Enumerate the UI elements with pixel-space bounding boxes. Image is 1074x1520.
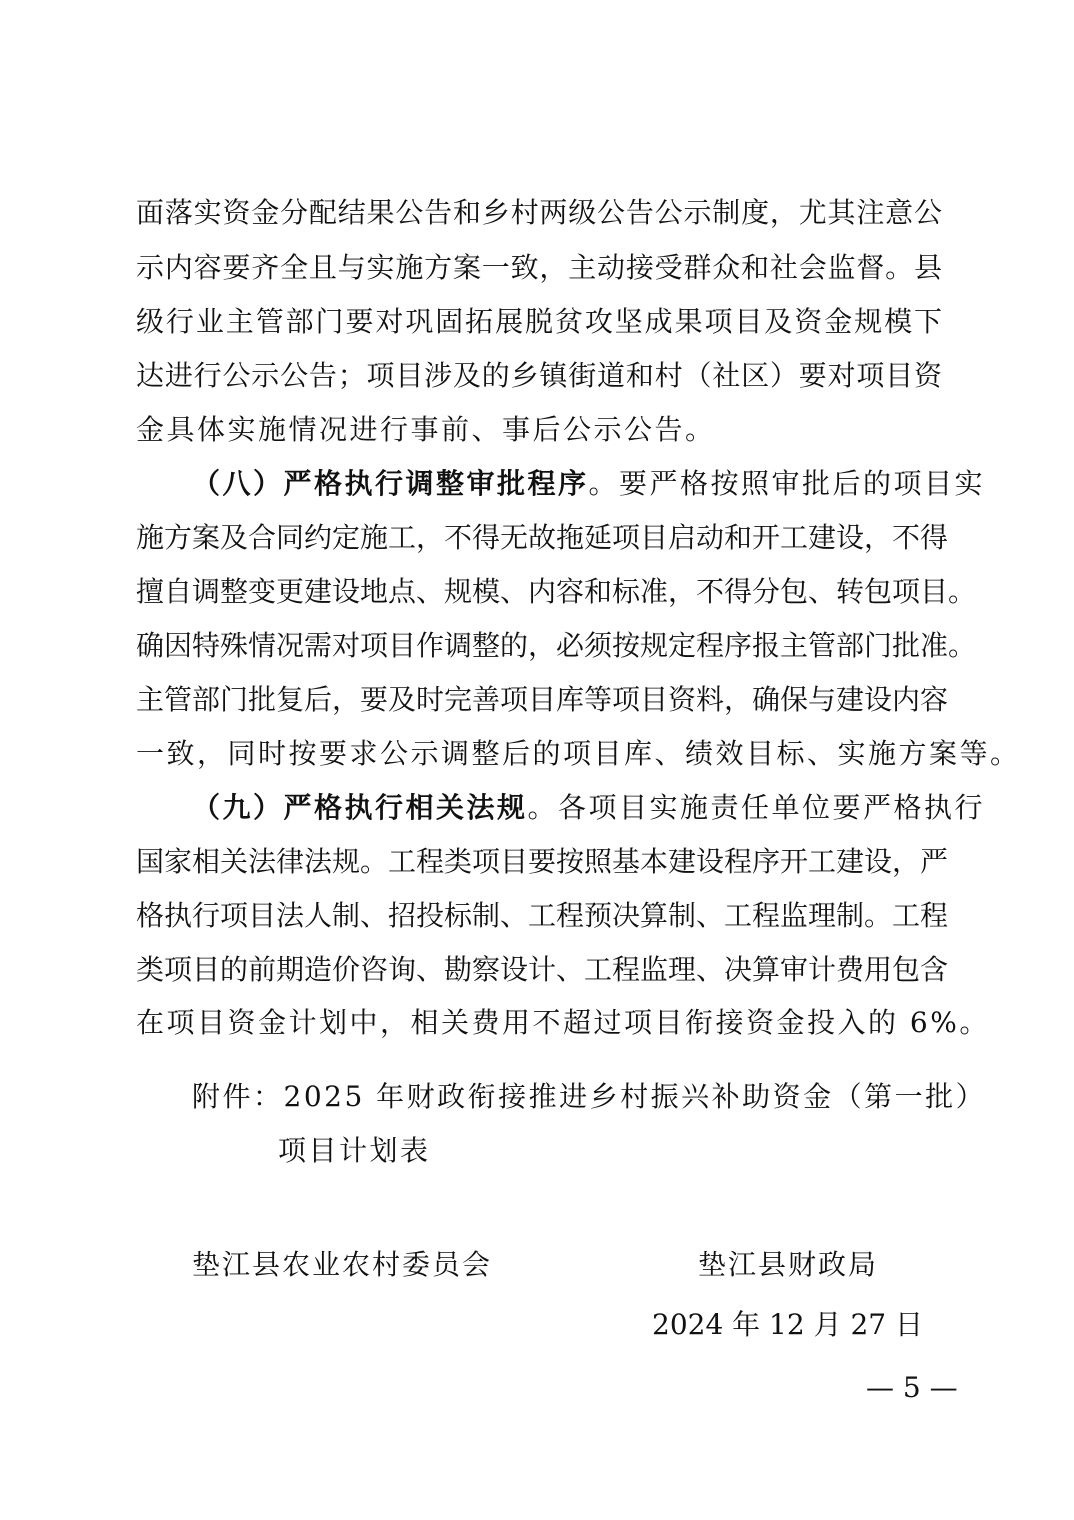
attachment-line-1: 附件：2025 年财政衔接推进乡村振兴补助资金（第一批） <box>192 1080 987 1113</box>
section-9-first-line <box>192 791 986 824</box>
body-line-3: 级行业主管部门要对巩固拓展脱贫攻坚成果项目及资金规模下 <box>136 305 942 338</box>
section-9-line-2: 国家相关法律法规。工程类项目要按照基本建设程序开工建设，严 <box>136 845 949 878</box>
section-9-first-rest: 。各项目实施责任单位要严格执行 <box>527 791 986 824</box>
section-8-heading: （八）严格执行调整审批程序 <box>192 467 589 500</box>
section-8-first-line <box>192 467 986 500</box>
signature-right-org: 垫江县财政局 <box>698 1248 879 1281</box>
section-8-line-4: 确因特殊情况需对项目作调整的，必须按规定程序报主管部门批准。 <box>136 629 977 662</box>
body-line-5: 金具体实施情况进行事前、事后公示公告。 <box>136 413 716 446</box>
section-8-line-6: 一致，同时按要求公示调整后的项目库、绩效目标、实施方案等。 <box>136 737 1021 770</box>
page-number: — 5 — <box>866 1371 958 1404</box>
body-line-1: 面落实资金分配结果公告和乡村两级公告公示制度，尤其注意公 <box>136 196 942 229</box>
section-9-line-5: 在项目资金计划中，相关费用不超过项目衔接资金投入的 6%。 <box>136 1006 990 1039</box>
body-line-2: 示内容要齐全且与实施方案一致，主动接受群众和社会监督。县 <box>136 251 942 284</box>
section-9-line-3: 格执行项目法人制、招投标制、工程预决算制、工程监理制。工程 <box>136 899 949 932</box>
signature-date: 2024 年 12 月 27 日 <box>652 1308 924 1341</box>
section-9-line-4: 类项目的前期造价咨询、勘察设计、工程监理、决算审计费用包含 <box>136 953 949 986</box>
section-8-line-2: 施方案及合同约定施工，不得无故拖延项目启动和开工建设，不得 <box>136 521 949 554</box>
section-8-first-rest: 。要严格按照审批后的项目实 <box>588 467 986 500</box>
section-8-line-3: 擅自调整变更建设地点、规模、内容和标准，不得分包、转包项目。 <box>136 575 977 608</box>
attachment-line-2: 项目计划表 <box>278 1134 431 1167</box>
body-line-4: 达进行公示公告；项目涉及的乡镇街道和村（社区）要对项目资 <box>136 359 942 392</box>
section-8-line-5: 主管部门批复后，要及时完善项目库等项目资料，确保与建设内容 <box>136 683 949 716</box>
signature-left-org: 垫江县农业农村委员会 <box>192 1248 493 1281</box>
section-9-heading: （九）严格执行相关法规 <box>192 791 528 824</box>
